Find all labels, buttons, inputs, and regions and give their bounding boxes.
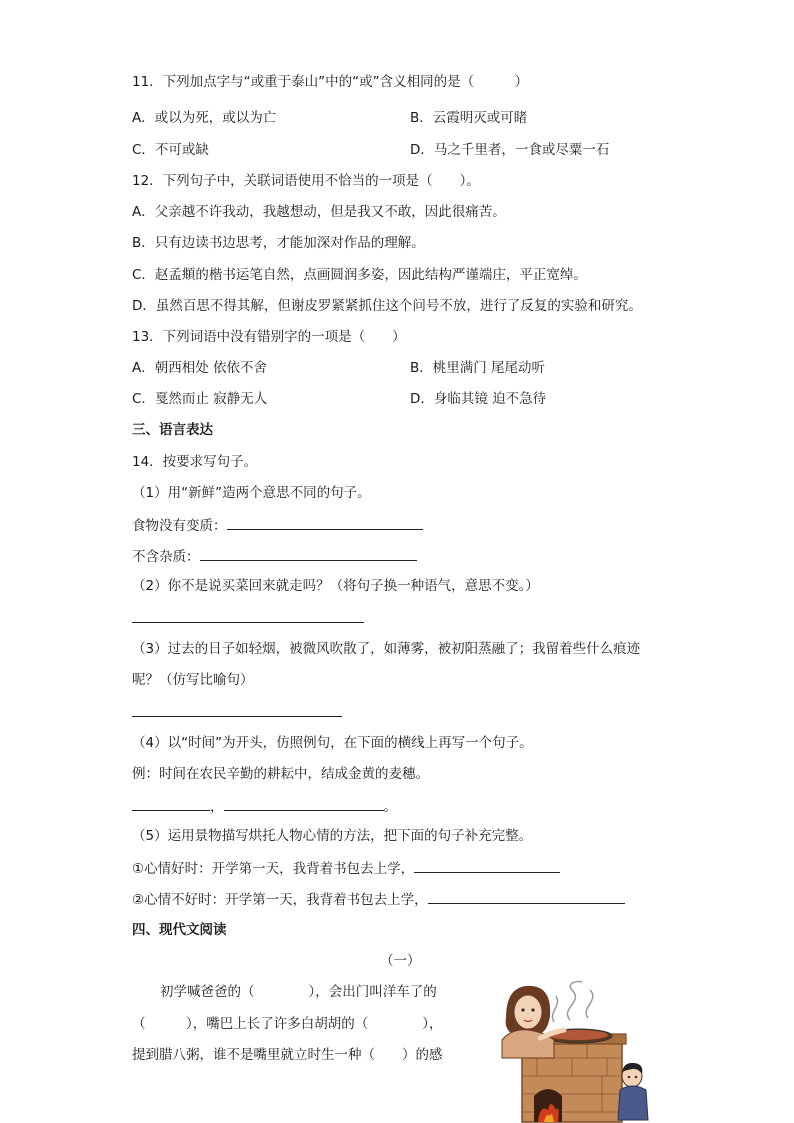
- q14-part5b-answer-blank[interactable]: [428, 889, 625, 904]
- q13-option-d: D．身临其镜 迫不急待: [410, 391, 547, 407]
- q14-part4-answer-blank-1[interactable]: [132, 796, 210, 811]
- q14-part5a-label: ①心情好时：开学第一天，我背着书包去上学，: [132, 861, 415, 877]
- q14-part5a-answer-blank[interactable]: [414, 858, 560, 873]
- q13-stem: 13．下列词语中没有错别字的一项是（ ）: [132, 329, 406, 345]
- section-heading-language-expression: 三、语言表达: [132, 422, 213, 438]
- child-figure-icon: [618, 1063, 648, 1120]
- q14-part4-example: 例：时间在农民辛勤的耕耘中，结成金黄的麦穗。: [132, 766, 429, 782]
- q14-part4-row: [132, 796, 397, 816]
- q14-part3-row: [132, 702, 342, 722]
- q14-part5: （5）运用景物描写烘托人物心情的方法，把下面的句子补充完整。: [132, 828, 533, 844]
- q11-stem: 11．下列加点字与“或重于泰山”中的“或”含义相同的是（ ）: [132, 74, 529, 90]
- q14-part2-row: [132, 608, 364, 628]
- reading-line-3: 提到腊八粥，谁不是嘴里就立时生一种（ ）的感: [132, 1047, 443, 1063]
- q14-part3-answer-blank[interactable]: [132, 702, 342, 717]
- q12-option-b: B．只有边读书边思考，才能加深对作品的理解。: [132, 235, 425, 251]
- q14-part3-line1: （3）过去的日子如轻烟，被微风吹散了，如薄雾，被初阳蒸融了；我留着些什么痕迹: [132, 641, 641, 657]
- q14-stem: 14．按要求写句子。: [132, 454, 258, 470]
- q12-option-a: A．父亲越不许我动，我越想动，但是我又不敢，因此很痛苦。: [132, 204, 506, 220]
- reading-line-1: 初学喊爸爸的（ ），会出门叫洋车了的: [160, 984, 437, 1000]
- q11-option-d: D．马之千里者，一食或尽粟一石: [410, 142, 610, 158]
- reading-line-2: （ ），嘴巴上长了许多白胡胡的（ ），: [132, 1016, 443, 1032]
- q11-option-b: B．云霞明灭或可睹: [410, 110, 528, 126]
- q14-part4: （4）以“时间”为开头，仿照例句，在下面的横线上再写一个句子。: [132, 735, 533, 751]
- q14-part4-comma: ，: [210, 799, 224, 815]
- q13-option-a: A．朝西相处 依依不舍: [132, 360, 268, 376]
- q13-option-c: C．戛然而止 寂静无人: [132, 391, 268, 407]
- q14-part1a-answer-blank[interactable]: [227, 515, 423, 530]
- cooking-porridge-illustration: [492, 978, 658, 1123]
- q14-part2-answer-blank[interactable]: [132, 608, 364, 623]
- q14-part4-period: 。: [383, 799, 397, 815]
- q14-part1b-answer-blank[interactable]: [200, 546, 417, 561]
- q14-part2: （2）你不是说买菜回来就走吗？（将句子换一种语气，意思不变。）: [132, 578, 539, 594]
- section-heading-modern-reading: 四、现代文阅读: [132, 922, 227, 938]
- q14-part5b-row: [132, 889, 625, 909]
- q12-option-d: D．虽然百思不得其解，但谢皮罗紧紧抓住这个问号不放，进行了反复的实验和研究。: [132, 298, 642, 314]
- q11-option-c: C．不可或缺: [132, 142, 209, 158]
- q14-part5a-row: [132, 858, 560, 878]
- q14-part1a-row: [132, 515, 423, 535]
- q12-stem: 12．下列句子中，关联词语使用不恰当的一项是（ ）。: [132, 173, 480, 189]
- q14-part1: （1）用“新鲜”造两个意思不同的句子。: [132, 485, 371, 501]
- q14-part4-answer-blank-2[interactable]: [224, 796, 384, 811]
- q13-option-b: B．桃里满门 尾尾动听: [410, 360, 546, 376]
- q14-part3-line2: 呢？（仿写比喻句）: [132, 672, 254, 688]
- q12-option-c: C．赵孟頫的楷书运笔自然，点画圆润多姿，因此结构严谨端庄，平正宽绰。: [132, 267, 587, 283]
- steam-icon: [552, 981, 592, 1022]
- q14-part5b-label: ②心情不好时：开学第一天，我背着书包去上学，: [132, 892, 428, 908]
- q14-part1b-label: 不含杂质：: [132, 549, 200, 565]
- q14-part1b-row: [132, 546, 417, 566]
- q11-option-a: A．或以为死，或以为亡: [132, 110, 277, 126]
- reading-passage-number: （一）: [380, 953, 421, 969]
- q14-part1a-label: 食物没有变质：: [132, 518, 227, 534]
